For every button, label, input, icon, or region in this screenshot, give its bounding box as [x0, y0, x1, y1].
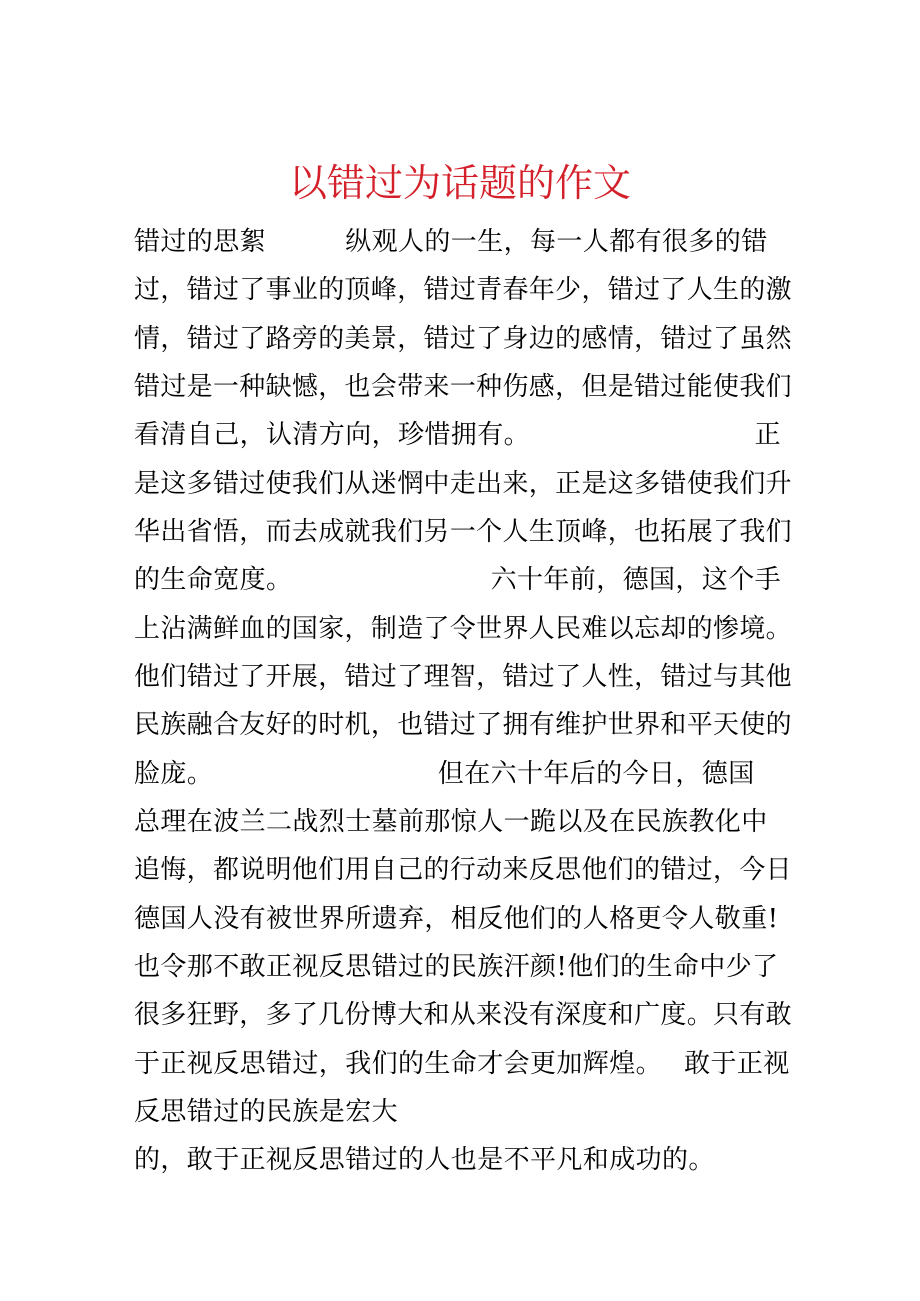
text-line: 过，错过了事业的顶峰，错过青春年少，错过了人生的激: [134, 275, 793, 305]
text-line: 很多狂野，多了几份博大和从来没有深度和广度。只有敢: [134, 1000, 793, 1030]
text-line: 民族融合友好的时机，也错过了拥有维护世界和平天使的: [134, 710, 793, 740]
text-line: 的生命宽度。 六十年前，德国，这个手: [134, 565, 782, 595]
text-line: 于正视反思错过，我们的生命才会更加辉煌。 敢于正视: [134, 1049, 790, 1079]
text-line: 看清自己，认清方向，珍惜拥有。 正: [134, 420, 782, 450]
text-line: 追悔，都说明他们用自己的行动来反思他们的错过，今日: [134, 855, 793, 885]
text-line: 上沾满鲜血的国家，制造了令世界人民难以忘却的惨境。: [134, 614, 793, 644]
text-line: 错过是一种缺憾，也会带来一种伤感，但是错过能使我们: [134, 372, 793, 402]
text-line: 总理在波兰二战烈士墓前那惊人一跪以及在民族教化中: [134, 807, 768, 837]
text-line: 华出省悟，而去成就我们另一个人生顶峰，也拓展了我们: [134, 517, 793, 547]
text-line: 是这多错过使我们从迷惘中走出来，正是这多错使我们升: [134, 469, 793, 499]
text-line: 也令那不敢正视反思错过的民族汗颜!他们的生命中少了: [134, 952, 779, 982]
text-line: 德国人没有被世界所遗弃，相反他们的人格更令人敬重!: [134, 904, 779, 934]
document-title: 以错过为话题的作文: [288, 161, 631, 205]
text-line: 反思错过的民族是宏大: [134, 1097, 399, 1127]
text-line: 情，错过了路旁的美景，错过了身边的感情，错过了虽然: [134, 324, 793, 354]
text-line: 的，敢于正视反思错过的人也是不平凡和成功的。: [134, 1145, 715, 1175]
text-line: 他们错过了开展，错过了理智，错过了人性，错过与其他: [134, 662, 793, 692]
text-line: 错过的思絮 纵观人的一生，每一人都有很多的错: [134, 227, 768, 257]
text-line: 脸庞。 但在六十年后的今日，德国: [134, 759, 755, 789]
